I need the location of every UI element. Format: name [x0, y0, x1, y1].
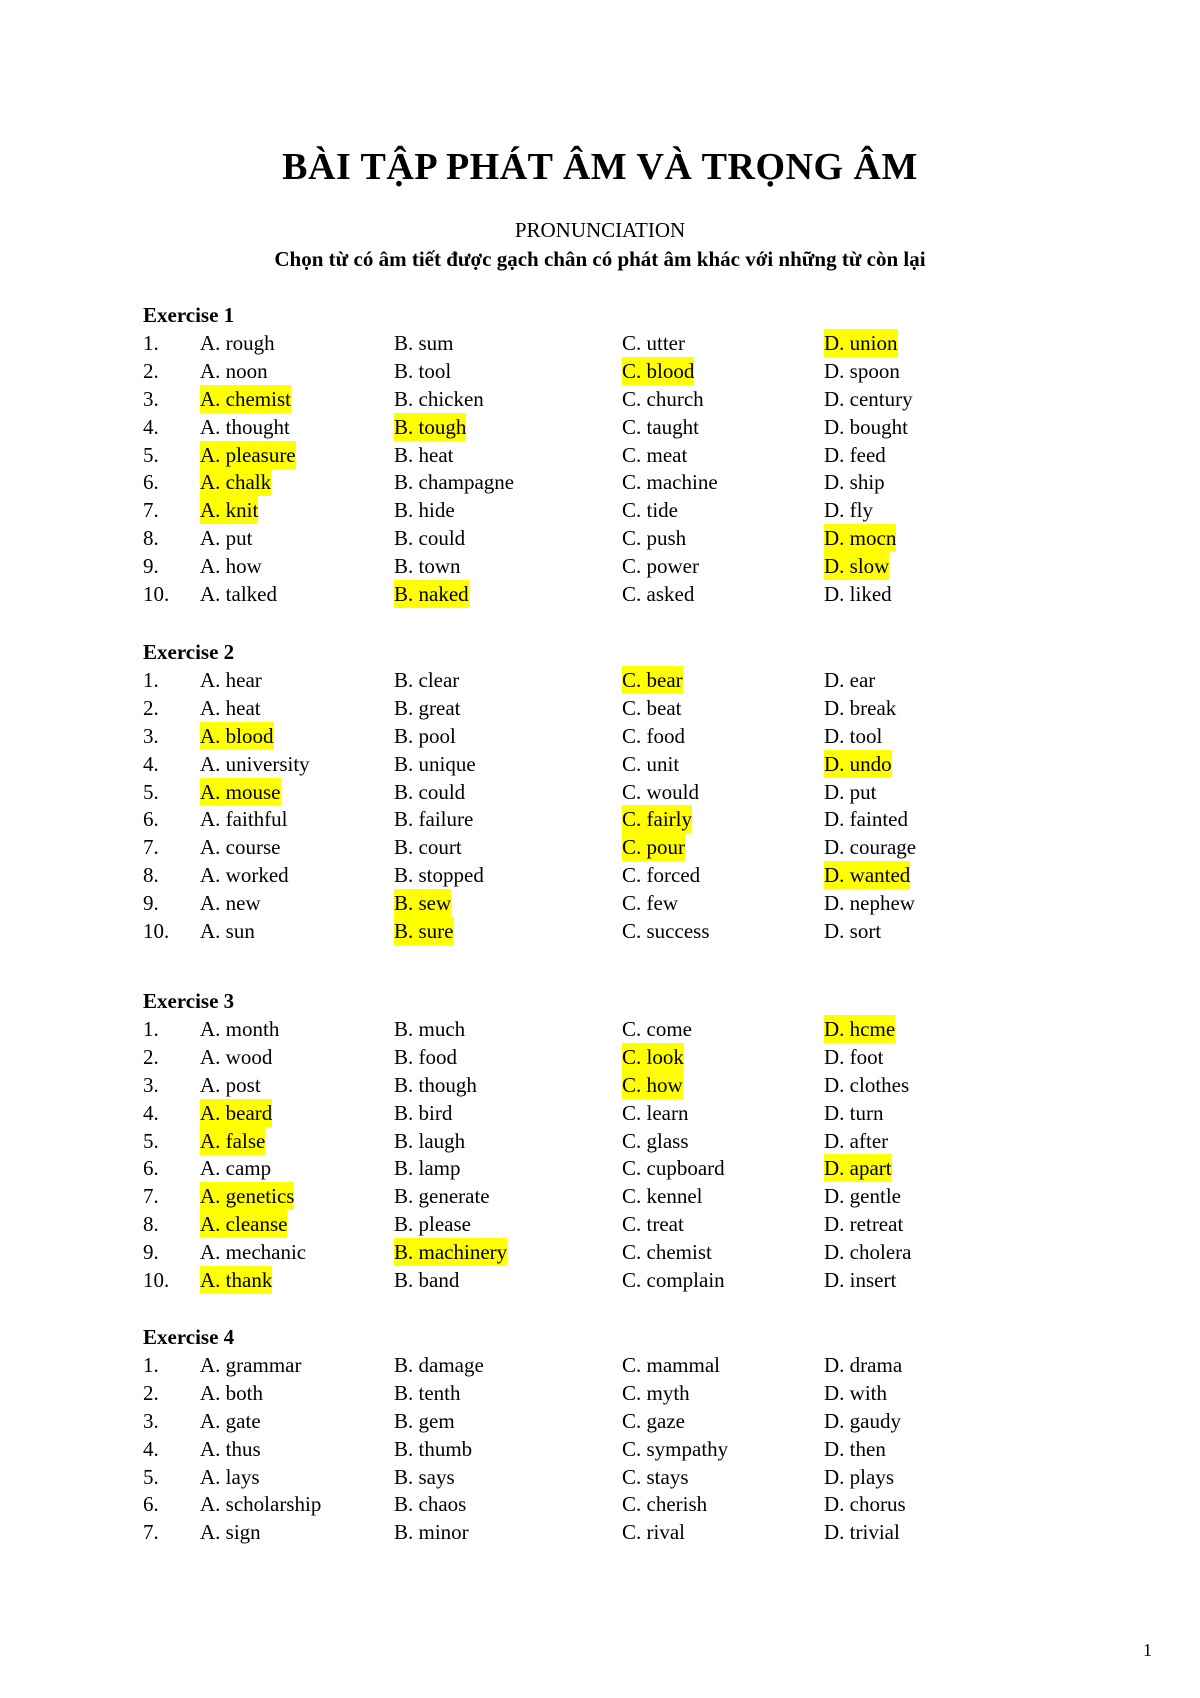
option-a: A. sun — [200, 919, 255, 944]
option-a: A. put — [200, 526, 253, 551]
page-subtitle: PRONUNCIATION — [514, 218, 686, 242]
option-b: B. damage — [394, 1353, 484, 1377]
question-row — [143, 524, 1043, 552]
question-row — [143, 1435, 1043, 1463]
question-number: 1. — [143, 668, 159, 692]
option-b: B. says — [394, 1464, 455, 1489]
option-c: C. kennel — [622, 1184, 703, 1209]
option-d: D. gaudy — [824, 1408, 901, 1433]
option-b: B. tenth — [394, 1380, 461, 1405]
question-number: 8. — [143, 863, 159, 888]
option-a: A. rough — [200, 331, 275, 355]
option-b: B. generate — [394, 1184, 490, 1209]
question-row — [143, 552, 1043, 580]
question-number: 5. — [143, 442, 159, 467]
option-d: D. put — [824, 779, 877, 804]
question-row — [143, 889, 1043, 917]
option-c: C. fairly — [622, 807, 692, 832]
question-number: 2. — [143, 1380, 159, 1405]
exercise-heading: Exercise 4 — [143, 1325, 235, 1349]
question-number: 9. — [143, 1240, 159, 1265]
option-b: B. champagne — [394, 470, 515, 495]
question-number: 3. — [143, 1408, 159, 1433]
option-d: D. bought — [824, 414, 908, 439]
option-c: C. pour — [622, 835, 685, 860]
option-d: D. retreat — [824, 1212, 904, 1237]
option-c: C. rival — [622, 1520, 685, 1545]
option-b: B. sure — [394, 919, 454, 944]
option-b: B. unique — [394, 751, 476, 776]
option-d: D. slow — [824, 554, 890, 579]
option-b: B. stopped — [394, 863, 484, 888]
question-row — [143, 468, 1043, 496]
question-row — [143, 1154, 1043, 1182]
option-b: B. could — [394, 526, 466, 551]
option-d: D. plays — [824, 1464, 894, 1489]
question-number: 10. — [143, 1268, 170, 1293]
question-number: 9. — [143, 554, 159, 579]
option-c: C. tide — [622, 498, 678, 523]
option-c: C. bear — [622, 668, 683, 692]
option-d: D. ship — [824, 470, 885, 495]
option-d: D. mocn — [824, 526, 897, 551]
page-title: BÀI TẬP PHÁT ÂM VÀ TRỌNG ÂM — [282, 146, 918, 188]
question-row — [143, 805, 1043, 833]
option-c: C. taught — [622, 414, 699, 439]
option-b: B. laugh — [394, 1128, 466, 1153]
question-row — [143, 694, 1043, 722]
question-number: 3. — [143, 723, 159, 748]
option-d: D. with — [824, 1380, 887, 1405]
option-b: B. great — [394, 695, 461, 720]
question-number: 7. — [143, 1184, 159, 1209]
question-row — [143, 1518, 1043, 1546]
option-d: D. sort — [824, 919, 882, 944]
option-c: C. few — [622, 891, 678, 916]
option-a: A. pleasure — [200, 442, 296, 467]
option-d: D. wanted — [824, 863, 911, 888]
option-c: C. sympathy — [622, 1436, 729, 1461]
option-d: D. insert — [824, 1268, 897, 1293]
exercise-2 — [143, 638, 1043, 945]
option-d: D. fly — [824, 498, 873, 523]
question-number: 8. — [143, 526, 159, 551]
option-d: D. after — [824, 1128, 889, 1153]
option-a: A. sign — [200, 1520, 261, 1545]
option-d: D. union — [824, 331, 898, 355]
question-row — [143, 750, 1043, 778]
exercise-heading: Exercise 3 — [143, 989, 235, 1013]
option-a: A. scholarship — [200, 1492, 322, 1517]
option-c: C. church — [622, 386, 704, 411]
option-a: A. worked — [200, 863, 289, 888]
rows — [143, 329, 1043, 608]
question-number: 9. — [143, 891, 159, 916]
question-row — [143, 1266, 1043, 1294]
question-row — [143, 1210, 1043, 1238]
option-c: C. look — [622, 1044, 684, 1069]
option-b: B. gem — [394, 1408, 455, 1433]
question-number: 6. — [143, 470, 159, 495]
question-row — [143, 1182, 1043, 1210]
option-a: A. hear — [200, 668, 262, 692]
option-b: B. lamp — [394, 1156, 461, 1181]
option-c: C. success — [622, 919, 710, 944]
option-b: B. town — [394, 554, 461, 579]
option-c: C. complain — [622, 1268, 725, 1293]
option-a: A. grammar — [200, 1353, 302, 1377]
option-a: A. thought — [200, 414, 290, 439]
question-row — [143, 1407, 1043, 1435]
option-d: D. apart — [824, 1156, 892, 1181]
question-row — [143, 496, 1043, 524]
option-d: D. hcme — [824, 1017, 896, 1041]
question-row — [143, 917, 1043, 945]
option-a: A. thank — [200, 1268, 273, 1293]
question-row — [143, 441, 1043, 469]
option-b: B. tough — [394, 414, 467, 439]
question-row — [143, 1490, 1043, 1518]
option-a: A. talked — [200, 582, 277, 607]
question-number: 5. — [143, 1128, 159, 1153]
question-number: 1. — [143, 1353, 159, 1377]
option-c: C. chemist — [622, 1240, 712, 1265]
option-c: C. food — [622, 723, 685, 748]
exercise-4 — [143, 1323, 1043, 1546]
option-d: D. foot — [824, 1044, 884, 1069]
option-d: D. nephew — [824, 891, 915, 916]
option-c: C. stays — [622, 1464, 689, 1489]
question-row — [143, 580, 1043, 608]
question-number: 10. — [143, 919, 170, 944]
option-c: C. power — [622, 554, 699, 579]
question-row — [143, 1238, 1043, 1266]
option-d: D. drama — [824, 1353, 903, 1377]
option-b: B. failure — [394, 807, 474, 832]
option-b: B. hide — [394, 498, 455, 523]
rows — [143, 666, 1043, 945]
option-b: B. sew — [394, 891, 452, 916]
instruction-text: Chọn từ có âm tiết được gạch chân có phát âm khác với những từ còn lại — [274, 247, 926, 271]
question-number: 7. — [143, 1520, 159, 1545]
question-number: 5. — [143, 1464, 159, 1489]
option-d: D. clothes — [824, 1072, 910, 1097]
option-b: B. chaos — [394, 1492, 467, 1517]
question-number: 7. — [143, 835, 159, 860]
option-a: A. genetics — [200, 1184, 295, 1209]
option-c: C. cherish — [622, 1492, 708, 1517]
option-d: D. tool — [824, 723, 883, 748]
question-number: 1. — [143, 331, 159, 355]
option-c: C. myth — [622, 1380, 690, 1405]
option-b: B. though — [394, 1072, 477, 1097]
question-number: 6. — [143, 1156, 159, 1181]
option-d: D. turn — [824, 1100, 884, 1125]
option-b: B. much — [394, 1017, 466, 1041]
option-a: A. chalk — [200, 470, 272, 495]
option-c: C. would — [622, 779, 700, 804]
question-number: 2. — [143, 695, 159, 720]
option-a: A. mechanic — [200, 1240, 307, 1265]
option-b: B. please — [394, 1212, 471, 1237]
option-a: A. wood — [200, 1044, 273, 1069]
option-d: D. undo — [824, 751, 892, 776]
option-b: B. sum — [394, 331, 454, 355]
option-b: B. could — [394, 779, 466, 804]
option-c: C. unit — [622, 751, 680, 776]
question-number: 6. — [143, 807, 159, 832]
question-number: 3. — [143, 1072, 159, 1097]
option-a: A. course — [200, 835, 281, 860]
question-row — [143, 1099, 1043, 1127]
question-number: 5. — [143, 779, 159, 804]
option-a: A. heat — [200, 695, 261, 720]
option-c: C. how — [622, 1072, 683, 1097]
option-d: D. liked — [824, 582, 892, 607]
option-d: D. spoon — [824, 358, 900, 383]
rows — [143, 1351, 1043, 1546]
option-d: D. break — [824, 695, 897, 720]
option-a: A. mouse — [200, 779, 281, 804]
question-row — [143, 1043, 1043, 1071]
question-row — [143, 329, 1043, 357]
option-c: C. beat — [622, 695, 682, 720]
option-d: D. chorus — [824, 1492, 906, 1517]
option-d: D. courage — [824, 835, 917, 860]
option-a: A. camp — [200, 1156, 272, 1181]
question-row — [143, 413, 1043, 441]
option-a: A. noon — [200, 358, 268, 383]
question-row — [143, 1379, 1043, 1407]
exercise-3 — [143, 987, 1043, 1294]
option-c: C. glass — [622, 1128, 689, 1153]
question-number: 3. — [143, 386, 159, 411]
option-c: C. cupboard — [622, 1156, 725, 1181]
option-d: D. feed — [824, 442, 886, 467]
option-a: A. false — [200, 1128, 266, 1153]
option-b: B. pool — [394, 723, 456, 748]
option-a: A. month — [200, 1017, 280, 1041]
option-a: A. how — [200, 554, 262, 579]
option-c: C. mammal — [622, 1353, 720, 1377]
option-c: C. machine — [622, 470, 718, 495]
option-b: B. clear — [394, 668, 460, 692]
option-a: A. post — [200, 1072, 261, 1097]
option-a: A. both — [200, 1380, 263, 1405]
option-d: D. gentle — [824, 1184, 901, 1209]
question-row — [143, 861, 1043, 889]
option-d: D. cholera — [824, 1240, 912, 1265]
option-c: C. push — [622, 526, 687, 551]
question-number: 6. — [143, 1492, 159, 1517]
question-row — [143, 1015, 1043, 1043]
option-c: C. utter — [622, 331, 685, 355]
rows — [143, 1015, 1043, 1294]
option-a: A. faithful — [200, 807, 288, 832]
option-a: A. knit — [200, 498, 259, 523]
option-c: C. asked — [622, 582, 695, 607]
question-row — [143, 1127, 1043, 1155]
question-number: 4. — [143, 414, 159, 439]
question-row — [143, 722, 1043, 750]
option-c: C. blood — [622, 358, 695, 383]
option-c: C. meat — [622, 442, 688, 467]
option-c: C. treat — [622, 1212, 684, 1237]
question-number: 1. — [143, 1017, 159, 1041]
question-row — [143, 778, 1043, 806]
option-d: D. ear — [824, 668, 876, 692]
question-number: 4. — [143, 1436, 159, 1461]
option-b: B. bird — [394, 1100, 453, 1125]
option-c: C. gaze — [622, 1408, 685, 1433]
page-number: 1 — [1143, 1640, 1152, 1660]
option-d: D. century — [824, 386, 913, 411]
question-row — [143, 1463, 1043, 1491]
option-a: A. university — [200, 751, 310, 776]
question-number: 7. — [143, 498, 159, 523]
option-d: D. trivial — [824, 1520, 900, 1545]
question-row — [143, 1351, 1043, 1379]
exercise-heading: Exercise 1 — [143, 303, 235, 327]
option-b: B. heat — [394, 442, 454, 467]
question-number: 2. — [143, 358, 159, 383]
question-row — [143, 385, 1043, 413]
option-a: A. thus — [200, 1436, 261, 1461]
option-d: D. fainted — [824, 807, 908, 832]
option-c: C. come — [622, 1017, 692, 1041]
question-row — [143, 833, 1043, 861]
question-number: 4. — [143, 751, 159, 776]
option-b: B. minor — [394, 1520, 469, 1545]
option-a: A. lays — [200, 1464, 260, 1489]
question-row — [143, 357, 1043, 385]
option-a: A. beard — [200, 1100, 273, 1125]
question-row — [143, 1071, 1043, 1099]
option-b: B. tool — [394, 358, 452, 383]
option-c: C. learn — [622, 1100, 689, 1125]
option-b: B. court — [394, 835, 462, 860]
option-b: B. food — [394, 1044, 457, 1069]
question-number: 10. — [143, 582, 170, 607]
question-number: 4. — [143, 1100, 159, 1125]
option-b: B. naked — [394, 582, 469, 607]
option-a: A. cleanse — [200, 1212, 288, 1237]
exercise-heading: Exercise 2 — [143, 640, 235, 664]
option-a: A. chemist — [200, 386, 291, 411]
option-b: B. chicken — [394, 386, 484, 411]
option-b: B. thumb — [394, 1436, 473, 1461]
option-b: B. band — [394, 1268, 460, 1293]
option-b: B. machinery — [394, 1240, 508, 1265]
option-a: A. new — [200, 891, 261, 916]
question-number: 2. — [143, 1044, 159, 1069]
question-row — [143, 666, 1043, 694]
option-d: D. then — [824, 1436, 886, 1461]
option-c: C. forced — [622, 863, 701, 888]
exercise-1 — [143, 301, 1043, 608]
option-a: A. blood — [200, 723, 274, 748]
option-a: A. gate — [200, 1408, 261, 1433]
question-number: 8. — [143, 1212, 159, 1237]
